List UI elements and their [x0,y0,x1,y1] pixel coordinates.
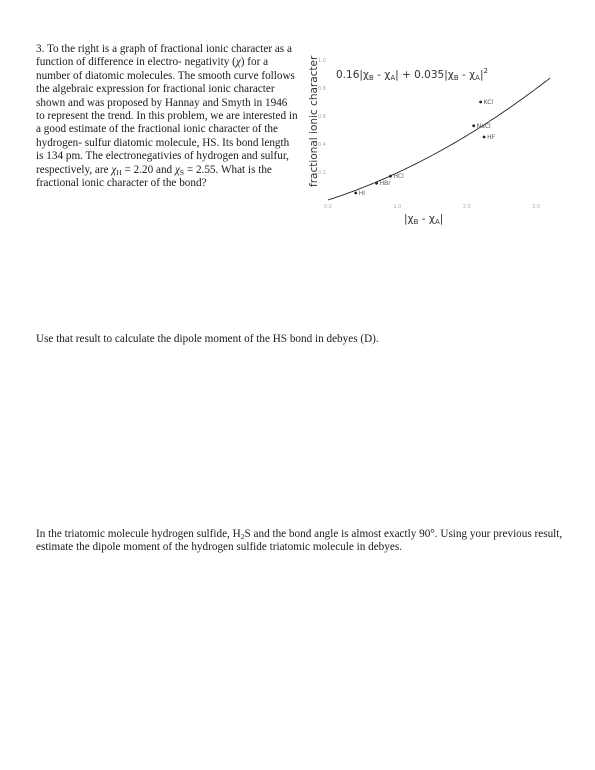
formula-sub: B [453,74,459,82]
problem-line: the fractional ionic character of the hydrogen- [36,123,278,149]
formula-sub: A [390,74,396,82]
formula-part: | [479,69,484,81]
x-tick-label: 3.0 [532,204,541,210]
y-axis-label: fractional ionic character [308,55,320,187]
problem-line: ) for a number of diatomic [36,56,269,82]
y-tick-label: 1.0 [318,58,326,64]
point-label: NaCl [476,122,491,130]
problem-line: = 2.20 and [121,163,175,176]
y-tick-label: 0.8 [318,86,326,92]
chi-s-subscript: S [179,167,185,177]
chi-symbol: χ [235,56,241,69]
problem-line: negativity ( [184,56,236,69]
chi-symbol: χ [174,163,180,176]
formula-part: | + 0.035|χ [395,69,454,81]
problem-3-text [36,43,298,190]
problem-line: character as a function of difference in electro- [36,43,292,69]
problem-line: character shown and was proposed by Hannay [36,83,275,109]
point-label: HI [358,190,366,197]
xlabel-sub: B [413,218,419,226]
point-label: HCl [393,173,404,181]
y-tick-label: 0.2 [318,170,326,176]
data-point [389,175,392,178]
formula-part: 0.16|χ [336,69,369,81]
x-tick-label: 0.0 [324,204,332,210]
xlabel-part: | [439,213,444,225]
formula-part: - χ [458,69,476,81]
point-label: HBr [379,180,391,188]
chart-svg [300,50,562,250]
chi-h-subscript: H [116,167,122,177]
x-tick-label: 2.0 [462,204,471,210]
problem-line: algebraic expression for fractional ionic [52,83,231,96]
problem-line: To the right is a graph of fractional ionic [44,43,229,55]
formula-sup: 2 [483,67,488,75]
formula-sub: A [475,74,480,82]
problem-line: 134 pm. The electronegativies of hydrogen and [46,150,258,163]
xlabel-sub: A [434,218,440,226]
problem-number: 3. [36,43,45,55]
xlabel-part: |χ [404,213,414,225]
data-point [354,192,357,195]
h2-subscript: 2 [240,532,245,541]
question-3-part: S and the bond angle is almost exactly 90°. Using your previous result, estimate the dipole moment of the hydrogen sulfide triatomic molecule in debyes. [36,528,563,554]
ionic-character-chart [300,50,562,250]
problem-line: sulfur diatomic molecule, HS. Its bond length is [36,136,290,163]
data-point [472,124,475,127]
y-tick-label: 0.4 [318,142,326,148]
x-axis-label [404,213,443,226]
point-label: KCl [483,99,494,106]
y-tick-label: 0.6 [318,114,326,120]
problem-line: molecules. The smooth curve follows the [36,69,295,96]
problem-line: What is the fractional ionic character of the [36,163,272,190]
question-2 [36,333,564,346]
problem-line: = 2.55. [184,163,219,176]
question-3-part: In the triatomic molecule hydrogen sulfide, H [36,528,241,540]
question-3 [36,528,564,555]
formula-sub: B [368,74,374,82]
data-point [483,136,486,139]
data-point [479,101,482,104]
problem-line: sulfur, respectively, are [36,150,289,176]
trend-curve [328,78,550,200]
formula-label [336,67,488,82]
problem-line: problem, we are interested in a good estimate of [36,110,298,136]
data-points [354,99,495,197]
chi-symbol: χ [111,163,117,176]
formula-part: - χ [373,69,391,81]
data-point [375,182,378,185]
problem-line: bond? [179,177,207,190]
problem-line: and Smyth in 1946 to represent the trend. In this [36,96,288,123]
point-label: HF [487,134,496,141]
x-tick-label: 1.0 [393,204,402,210]
xlabel-part: - χ [418,213,435,225]
question-2-text: Use that result to calculate the dipole moment of the HS bond in debyes (D). [36,333,379,345]
